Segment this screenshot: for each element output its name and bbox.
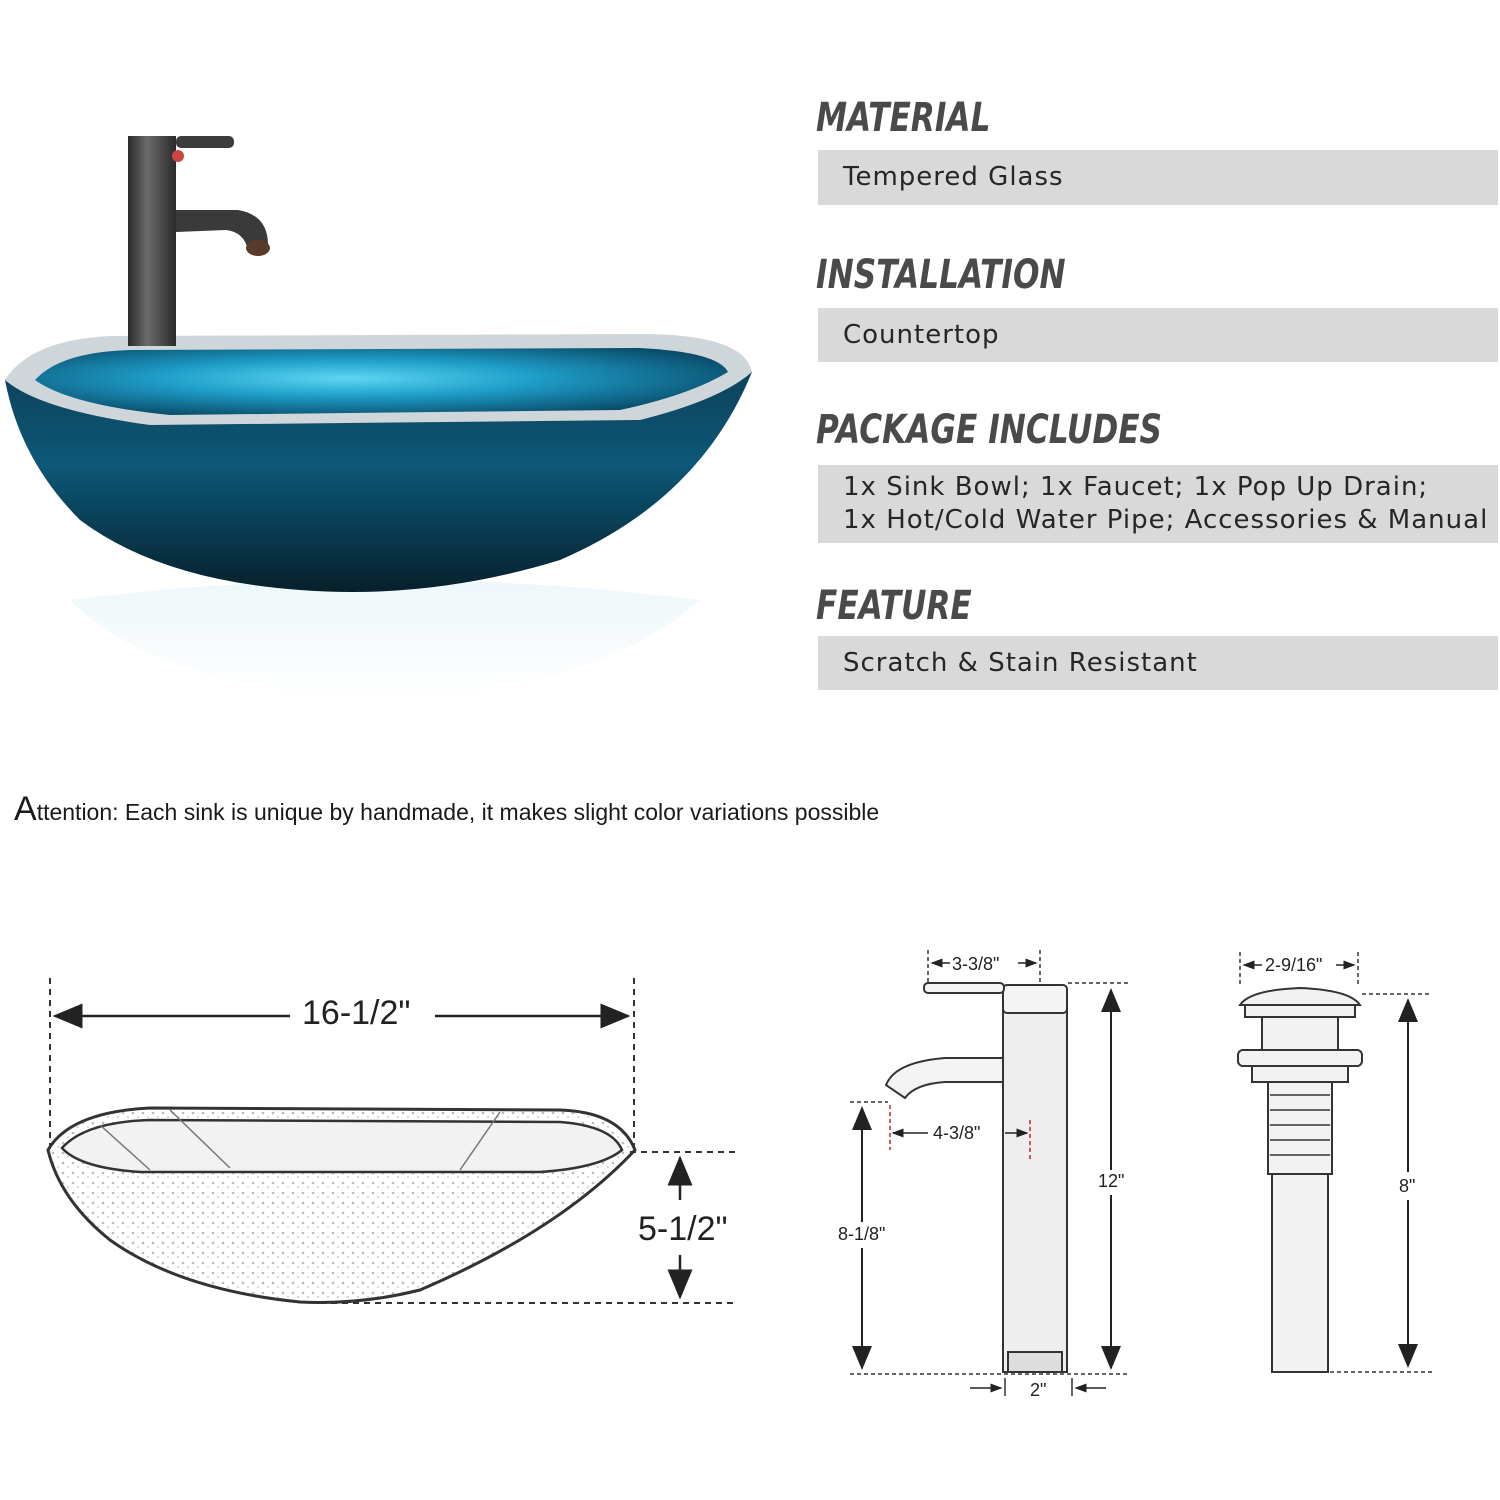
package-text-line-2: 1x Hot/Cold Water Pipe; Accessories & Manual [843, 505, 1489, 535]
sink-height-label: 5-1/2" [638, 1210, 728, 1248]
sink-width-label: 16-1/2" [302, 994, 411, 1032]
drain-height-label: 8" [1399, 1176, 1416, 1196]
faucet-spout-height-label: 8-1/8" [838, 1224, 886, 1244]
package-text-line-1: 1x Sink Bowl; 1x Faucet; 1x Pop Up Drain; [843, 472, 1429, 502]
material-heading: MATERIAL [816, 95, 991, 141]
drain-width-label: 2-9/16" [1265, 955, 1323, 975]
faucet-height-label: 12" [1098, 1171, 1125, 1191]
feature-text: Scratch & Stain Resistant [843, 647, 1198, 678]
drain-sketch [1238, 988, 1362, 1372]
faucet-sketch [886, 983, 1067, 1372]
faucet-base-label: 2" [1030, 1380, 1047, 1400]
installation-heading: INSTALLATION [816, 252, 1066, 298]
sink-sketch [48, 1108, 635, 1303]
faucet-handle-label: 3-3/8" [952, 954, 1000, 974]
faucet-spout-label: 4-3/8" [933, 1123, 981, 1143]
material-text: Tempered Glass [843, 162, 1064, 192]
attention-text: ttention: Each sink is unique by handmade, it makes slight color variations possible [36, 799, 880, 825]
package-heading: PACKAGE INCLUDES [816, 407, 1163, 453]
installation-text: Countertop [843, 319, 1000, 350]
feature-heading: FEATURE [816, 583, 972, 629]
attention-first-letter: A [14, 790, 37, 828]
